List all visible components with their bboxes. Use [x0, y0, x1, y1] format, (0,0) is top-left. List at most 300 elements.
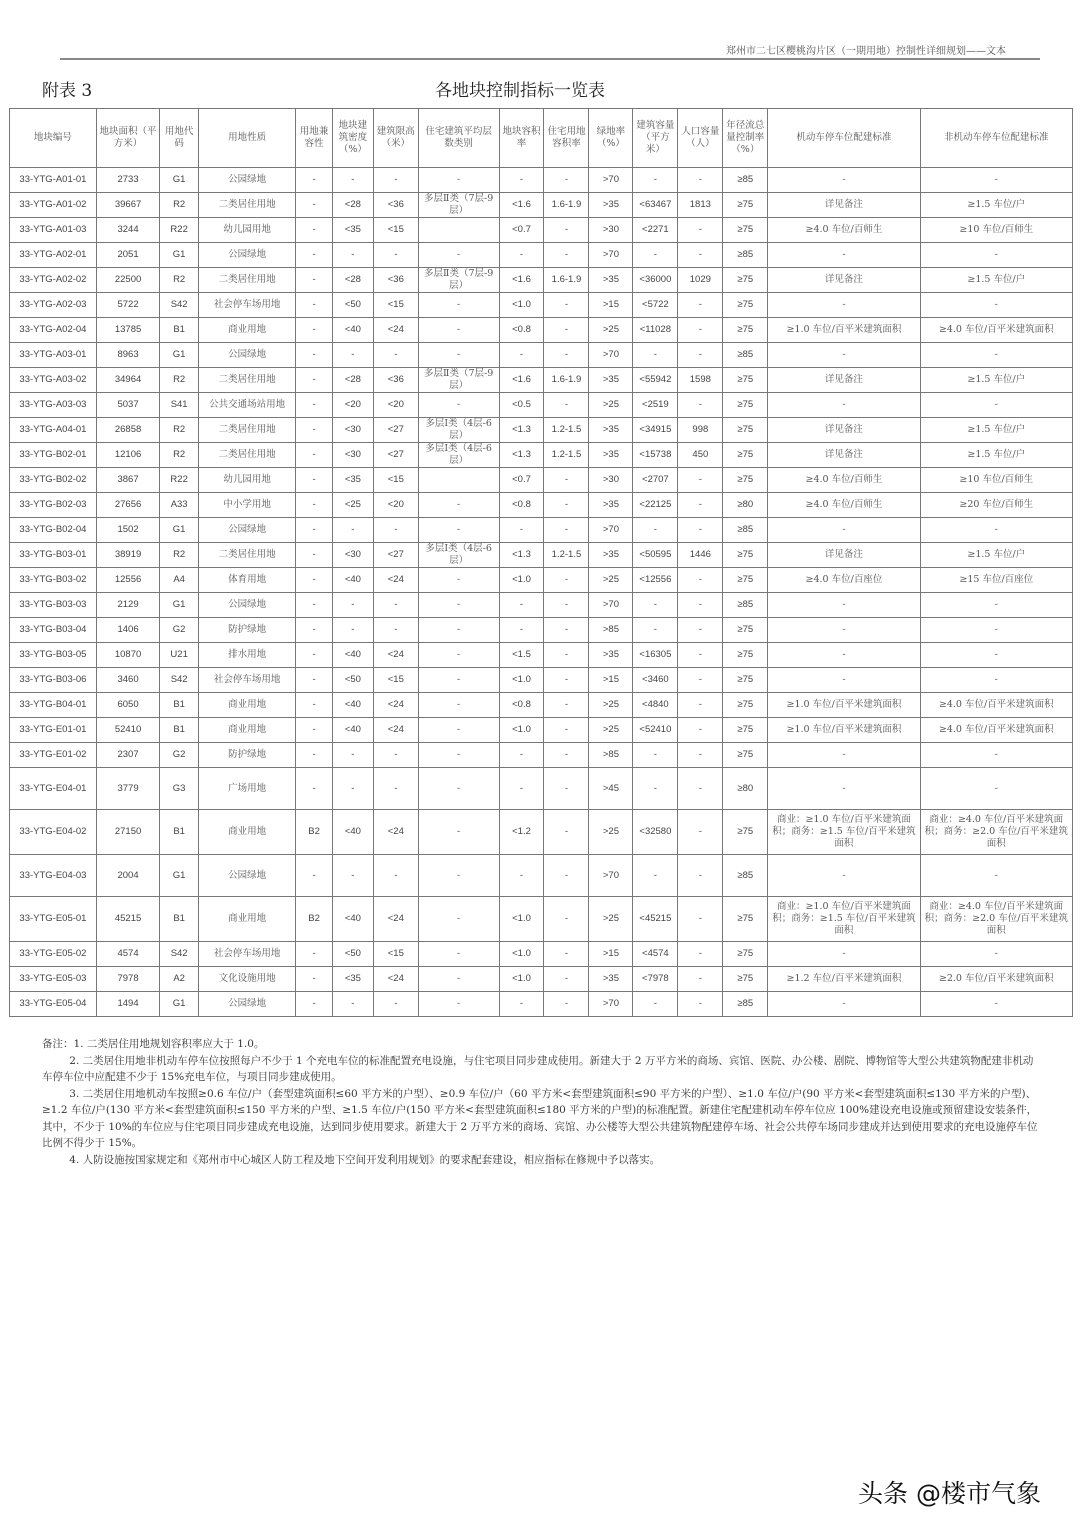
table-row [10, 243, 1073, 268]
cell-use: 公园绿地 [199, 518, 296, 543]
cell-compat: - [296, 468, 333, 493]
cell-far: <1.3 [499, 418, 544, 443]
cell-runoff: ≥75 [723, 368, 768, 393]
cell-area: 22500 [96, 268, 159, 293]
cell-car: - [768, 855, 920, 897]
cell-bike: - [920, 668, 1072, 693]
cell-floors [418, 468, 499, 493]
cell-bike: - [920, 768, 1072, 810]
cell-density: <40 [332, 897, 373, 942]
table-row [10, 718, 1073, 743]
table-row [10, 493, 1073, 518]
cell-car: - [768, 992, 920, 1017]
cell-floors: 多层Ⅱ类（7层-9层） [418, 368, 499, 393]
column-header-id: 地块编号 [10, 109, 97, 168]
cell-green: >35 [589, 967, 633, 992]
cell-green: >70 [589, 855, 633, 897]
cell-green: >70 [589, 243, 633, 268]
cell-area: 3460 [96, 668, 159, 693]
cell-runoff: ≥80 [723, 768, 768, 810]
column-header-code: 用地代码 [160, 109, 199, 168]
cell-bike: - [920, 942, 1072, 967]
cell-pop: - [678, 218, 723, 243]
cell-car: - [768, 618, 920, 643]
table-row [10, 855, 1073, 897]
cell-runoff: ≥75 [723, 897, 768, 942]
cell-id: 33-YTG-A01-03 [10, 218, 97, 243]
cell-runoff: ≥75 [723, 418, 768, 443]
cell-area: 52410 [96, 718, 159, 743]
cell-pop: - [678, 668, 723, 693]
cell-floors: - [418, 618, 499, 643]
cell-area: 1406 [96, 618, 159, 643]
cell-car: ≥4.0 车位/百师生 [768, 218, 920, 243]
cell-compat: - [296, 618, 333, 643]
cell-car: ≥1.0 车位/百平米建筑面积 [768, 318, 920, 343]
cell-id: 33-YTG-A02-03 [10, 293, 97, 318]
cell-code: R22 [160, 218, 199, 243]
cell-height: - [373, 243, 418, 268]
cell-capacity: - [633, 243, 678, 268]
cell-floors: - [418, 897, 499, 942]
cell-car: 详见备注 [768, 543, 920, 568]
cell-green: >25 [589, 318, 633, 343]
cell-capacity: <4840 [633, 693, 678, 718]
cell-floors: - [418, 643, 499, 668]
cell-runoff: ≥75 [723, 668, 768, 693]
cell-id: 33-YTG-E04-03 [10, 855, 97, 897]
cell-capacity: <45215 [633, 897, 678, 942]
table-row [10, 518, 1073, 543]
cell-runoff: ≥85 [723, 992, 768, 1017]
cell-bike: - [920, 643, 1072, 668]
cell-car: 详见备注 [768, 268, 920, 293]
cell-id: 33-YTG-B03-06 [10, 668, 97, 693]
cell-green: >30 [589, 468, 633, 493]
cell-code: B1 [160, 718, 199, 743]
table-row [10, 643, 1073, 668]
table-row [10, 593, 1073, 618]
cell-pop: - [678, 593, 723, 618]
cell-far: - [499, 168, 544, 193]
cell-res-far: - [544, 618, 589, 643]
cell-code: G1 [160, 168, 199, 193]
cell-compat: - [296, 243, 333, 268]
cell-compat: - [296, 967, 333, 992]
cell-compat: B2 [296, 810, 333, 855]
cell-bike: ≥20 车位/百师生 [920, 493, 1072, 518]
cell-code: A2 [160, 967, 199, 992]
cell-car: - [768, 293, 920, 318]
cell-height: <24 [373, 568, 418, 593]
cell-floors: - [418, 743, 499, 768]
cell-far: - [499, 518, 544, 543]
cell-res-far: - [544, 518, 589, 543]
cell-id: 33-YTG-E01-01 [10, 718, 97, 743]
cell-use: 商业用地 [199, 897, 296, 942]
cell-far: - [499, 343, 544, 368]
cell-id: 33-YTG-A04-01 [10, 418, 97, 443]
cell-height: <24 [373, 718, 418, 743]
cell-code: R2 [160, 543, 199, 568]
cell-density: - [332, 593, 373, 618]
cell-code: R22 [160, 468, 199, 493]
cell-capacity: - [633, 618, 678, 643]
cell-far: <0.8 [499, 318, 544, 343]
cell-bike: ≥1.5 车位/户 [920, 543, 1072, 568]
cell-runoff: ≥85 [723, 168, 768, 193]
cell-runoff: ≥75 [723, 693, 768, 718]
cell-car: 商业：≥1.0 车位/百平米建筑面积；商务：≥1.5 车位/百平米建筑面积 [768, 810, 920, 855]
cell-car: - [768, 243, 920, 268]
cell-use: 中小学用地 [199, 493, 296, 518]
cell-density: <40 [332, 318, 373, 343]
cell-floors: - [418, 855, 499, 897]
column-header-runoff: 年径流总量控制率（%） [723, 109, 768, 168]
cell-res-far: 1.6-1.9 [544, 193, 589, 218]
cell-green: >35 [589, 643, 633, 668]
table-row [10, 618, 1073, 643]
column-header-pop: 人口容量（人） [678, 109, 723, 168]
cell-compat: - [296, 668, 333, 693]
cell-height: <15 [373, 218, 418, 243]
cell-green: >35 [589, 443, 633, 468]
cell-code: G3 [160, 768, 199, 810]
cell-compat: - [296, 855, 333, 897]
cell-far: <1.0 [499, 967, 544, 992]
cell-use: 二类居住用地 [199, 368, 296, 393]
cell-car: - [768, 343, 920, 368]
cell-pop: - [678, 855, 723, 897]
cell-green: >35 [589, 418, 633, 443]
cell-code: G1 [160, 855, 199, 897]
cell-far: <1.0 [499, 668, 544, 693]
cell-far: <1.5 [499, 643, 544, 668]
cell-code: G1 [160, 518, 199, 543]
cell-far: <0.8 [499, 693, 544, 718]
column-header-bike: 非机动车停车位配建标准 [920, 109, 1072, 168]
cell-density: <28 [332, 268, 373, 293]
table-row [10, 743, 1073, 768]
cell-id: 33-YTG-A02-04 [10, 318, 97, 343]
cell-pop: - [678, 942, 723, 967]
cell-res-far: - [544, 493, 589, 518]
cell-density: <30 [332, 543, 373, 568]
cell-capacity: - [633, 743, 678, 768]
note-1: 备注：1. 二类居住用地规划容积率应大于 1.0。 [42, 1038, 265, 1050]
cell-car: ≥4.0 车位/百师生 [768, 468, 920, 493]
cell-density: <30 [332, 418, 373, 443]
cell-id: 33-YTG-A03-02 [10, 368, 97, 393]
cell-compat: - [296, 393, 333, 418]
cell-capacity: <5722 [633, 293, 678, 318]
cell-bike: - [920, 518, 1072, 543]
cell-car: ≥4.0 车位/百座位 [768, 568, 920, 593]
cell-res-far: - [544, 668, 589, 693]
cell-density: <40 [332, 718, 373, 743]
cell-car: - [768, 518, 920, 543]
cell-pop: - [678, 810, 723, 855]
cell-area: 2307 [96, 743, 159, 768]
cell-pop: - [678, 293, 723, 318]
cell-density: - [332, 618, 373, 643]
cell-id: 33-YTG-E05-02 [10, 942, 97, 967]
cell-capacity: <52410 [633, 718, 678, 743]
cell-area: 26858 [96, 418, 159, 443]
cell-code: R2 [160, 193, 199, 218]
cell-pop: 1029 [678, 268, 723, 293]
table-row [10, 293, 1073, 318]
cell-density: - [332, 768, 373, 810]
cell-code: A4 [160, 568, 199, 593]
column-header-floors: 住宅建筑平均层数类别 [418, 109, 499, 168]
cell-use: 幼儿园用地 [199, 468, 296, 493]
column-header-density: 地块建筑密度（%） [332, 109, 373, 168]
cell-height: <24 [373, 318, 418, 343]
cell-height: <15 [373, 293, 418, 318]
cell-pop: - [678, 393, 723, 418]
cell-res-far: - [544, 693, 589, 718]
cell-use: 商业用地 [199, 810, 296, 855]
cell-bike: - [920, 743, 1072, 768]
note-4: 4. 人防设施按国家规定和《郑州市中心城区人防工程及地下空间开发利用规划》的要求配套建设，相应指标在修规中予以落实。 [69, 1153, 661, 1166]
cell-id: 33-YTG-A02-01 [10, 243, 97, 268]
cell-capacity: <12556 [633, 568, 678, 593]
cell-use: 幼儿园用地 [199, 218, 296, 243]
cell-floors: - [418, 318, 499, 343]
cell-floors: - [418, 718, 499, 743]
cell-id: 33-YTG-A03-01 [10, 343, 97, 368]
note-2: 2. 二类居住用地非机动车停车位按照每户不少于 1 个充电车位的标准配置充电设施，与住宅项目同步建成使用。新建大于 2 万平方米的商场、宾馆、医院、办公楼、剧院、博物馆等大型公共建筑物配建非机动车停车位中应配建不少于 15%充电车位，与项目同步建成使用。 [42, 1054, 1034, 1083]
cell-density: <50 [332, 293, 373, 318]
cell-id: 33-YTG-E05-01 [10, 897, 97, 942]
cell-far: <1.0 [499, 942, 544, 967]
cell-runoff: ≥85 [723, 855, 768, 897]
cell-pop: 998 [678, 418, 723, 443]
cell-res-far: - [544, 468, 589, 493]
cell-far: - [499, 243, 544, 268]
cell-floors: - [418, 768, 499, 810]
cell-bike: ≥1.5 车位/户 [920, 443, 1072, 468]
cell-code: R2 [160, 368, 199, 393]
cell-code: R2 [160, 418, 199, 443]
cell-use: 公园绿地 [199, 343, 296, 368]
cell-capacity: - [633, 518, 678, 543]
cell-height: <24 [373, 897, 418, 942]
column-header-car: 机动车停车位配建标准 [768, 109, 920, 168]
cell-bike: - [920, 243, 1072, 268]
cell-capacity: <16305 [633, 643, 678, 668]
cell-height: <27 [373, 418, 418, 443]
cell-floors: - [418, 393, 499, 418]
cell-code: B1 [160, 693, 199, 718]
cell-far: <0.7 [499, 468, 544, 493]
cell-bike: ≥1.5 车位/户 [920, 368, 1072, 393]
cell-car: 商业：≥1.0 车位/百平米建筑面积；商务：≥1.5 车位/百平米建筑面积 [768, 897, 920, 942]
cell-id: 33-YTG-A02-02 [10, 268, 97, 293]
cell-area: 34964 [96, 368, 159, 393]
cell-car: 详见备注 [768, 193, 920, 218]
column-header-green: 绿地率（%） [589, 109, 633, 168]
table-row [10, 318, 1073, 343]
cell-capacity: <50595 [633, 543, 678, 568]
cell-area: 45215 [96, 897, 159, 942]
cell-capacity: <2707 [633, 468, 678, 493]
table-row [10, 543, 1073, 568]
cell-area: 3867 [96, 468, 159, 493]
cell-code: A33 [160, 493, 199, 518]
cell-use: 防护绿地 [199, 743, 296, 768]
cell-height: <20 [373, 393, 418, 418]
cell-density: <40 [332, 643, 373, 668]
cell-pop: - [678, 343, 723, 368]
cell-bike: - [920, 618, 1072, 643]
cell-bike: 商业：≥4.0 车位/百平米建筑面积；商务：≥2.0 车位/百平米建筑面积 [920, 897, 1072, 942]
cell-green: >70 [589, 168, 633, 193]
cell-floors: - [418, 168, 499, 193]
cell-capacity: - [633, 593, 678, 618]
cell-green: >35 [589, 368, 633, 393]
cell-far: - [499, 618, 544, 643]
cell-res-far: - [544, 855, 589, 897]
cell-height: <24 [373, 810, 418, 855]
cell-floors: 多层Ⅰ类（4层-6层） [418, 543, 499, 568]
cell-use: 排水用地 [199, 643, 296, 668]
cell-id: 33-YTG-E04-01 [10, 768, 97, 810]
cell-bike: - [920, 393, 1072, 418]
cell-pop: 1446 [678, 543, 723, 568]
cell-far: <1.6 [499, 193, 544, 218]
cell-height: <36 [373, 368, 418, 393]
cell-area: 5037 [96, 393, 159, 418]
cell-code: S41 [160, 393, 199, 418]
cell-code: G1 [160, 243, 199, 268]
cell-capacity: <32580 [633, 810, 678, 855]
cell-bike: ≥2.0 车位/百平米建筑面积 [920, 967, 1072, 992]
cell-car: 详见备注 [768, 418, 920, 443]
cell-car: ≥1.2 车位/百平米建筑面积 [768, 967, 920, 992]
cell-code: B1 [160, 897, 199, 942]
cell-use: 文化设施用地 [199, 967, 296, 992]
table-row [10, 897, 1073, 942]
cell-compat: - [296, 268, 333, 293]
cell-area: 1502 [96, 518, 159, 543]
cell-pop: - [678, 618, 723, 643]
cell-floors: - [418, 967, 499, 992]
column-header-compat: 用地兼容性 [296, 109, 333, 168]
cell-code: R2 [160, 268, 199, 293]
cell-area: 2129 [96, 593, 159, 618]
cell-res-far: - [544, 643, 589, 668]
cell-pop: - [678, 768, 723, 810]
cell-use: 社会停车场用地 [199, 668, 296, 693]
cell-runoff: ≥75 [723, 443, 768, 468]
column-header-res-far: 住宅用地容积率 [544, 109, 589, 168]
cell-green: >35 [589, 493, 633, 518]
cell-capacity: <7978 [633, 967, 678, 992]
document-title: 郑州市二七区樱桃沟片区（一期用地）控制性详细规划——文本 [726, 46, 1006, 57]
cell-res-far: - [544, 718, 589, 743]
cell-density: <28 [332, 193, 373, 218]
cell-code: S42 [160, 293, 199, 318]
cell-code: B1 [160, 318, 199, 343]
cell-code: G1 [160, 343, 199, 368]
cell-height: - [373, 992, 418, 1017]
cell-compat: - [296, 718, 333, 743]
table-row [10, 268, 1073, 293]
cell-density: - [332, 992, 373, 1017]
cell-code: S42 [160, 668, 199, 693]
cell-compat: - [296, 768, 333, 810]
control-indicators-table [9, 108, 1073, 1017]
cell-area: 1494 [96, 992, 159, 1017]
cell-capacity: <34915 [633, 418, 678, 443]
cell-capacity: - [633, 855, 678, 897]
cell-compat: - [296, 318, 333, 343]
cell-bike: ≥4.0 车位/百平米建筑面积 [920, 693, 1072, 718]
cell-bike: ≥1.5 车位/户 [920, 268, 1072, 293]
cell-floors: - [418, 293, 499, 318]
cell-far: <0.7 [499, 218, 544, 243]
cell-green: >30 [589, 218, 633, 243]
cell-compat: - [296, 643, 333, 668]
cell-far: <0.8 [499, 493, 544, 518]
column-header-area: 地块面积（平方米） [96, 109, 159, 168]
cell-height: <27 [373, 543, 418, 568]
cell-area: 5722 [96, 293, 159, 318]
cell-density: <28 [332, 368, 373, 393]
cell-area: 10870 [96, 643, 159, 668]
cell-bike: - [920, 293, 1072, 318]
cell-id: 33-YTG-B03-03 [10, 593, 97, 618]
cell-height: <36 [373, 193, 418, 218]
cell-green: >25 [589, 718, 633, 743]
cell-floors: - [418, 992, 499, 1017]
cell-far: - [499, 855, 544, 897]
cell-density: <50 [332, 942, 373, 967]
cell-height: <27 [373, 443, 418, 468]
watermark: 头条 @楼市气象 [858, 1479, 1041, 1508]
cell-height: - [373, 855, 418, 897]
cell-res-far: 1.6-1.9 [544, 368, 589, 393]
cell-capacity: <22125 [633, 493, 678, 518]
cell-res-far: - [544, 593, 589, 618]
cell-density: <35 [332, 468, 373, 493]
cell-green: >25 [589, 693, 633, 718]
cell-compat: - [296, 193, 333, 218]
cell-res-far: - [544, 897, 589, 942]
cell-capacity: <3460 [633, 668, 678, 693]
cell-runoff: ≥75 [723, 268, 768, 293]
cell-floors: - [418, 593, 499, 618]
cell-compat: - [296, 568, 333, 593]
cell-runoff: ≥75 [723, 193, 768, 218]
cell-compat: - [296, 368, 333, 393]
cell-far: - [499, 593, 544, 618]
cell-floors: 多层Ⅰ类（4层-6层） [418, 443, 499, 468]
cell-green: >45 [589, 768, 633, 810]
cell-bike: ≥4.0 车位/百平米建筑面积 [920, 318, 1072, 343]
cell-green: >85 [589, 618, 633, 643]
cell-runoff: ≥75 [723, 543, 768, 568]
cell-compat: - [296, 443, 333, 468]
cell-res-far: - [544, 168, 589, 193]
cell-bike: ≥15 车位/百座位 [920, 568, 1072, 593]
cell-green: >25 [589, 393, 633, 418]
cell-compat: - [296, 992, 333, 1017]
cell-compat: - [296, 168, 333, 193]
cell-runoff: ≥85 [723, 343, 768, 368]
